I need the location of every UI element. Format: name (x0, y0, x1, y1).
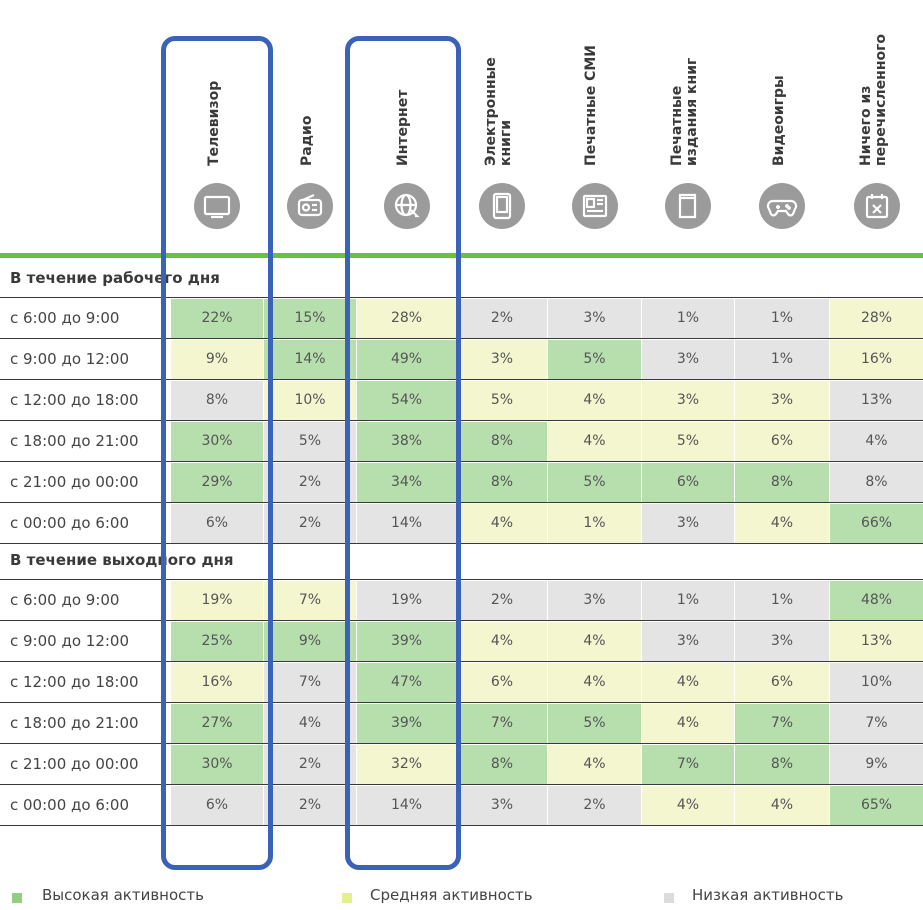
value-cell: 7% (264, 663, 356, 702)
value-cell: 14% (357, 786, 456, 825)
value-cell: 4% (457, 504, 547, 543)
value-cell: 9% (171, 340, 263, 379)
value-cell: 3% (548, 581, 641, 620)
value-cell: 4% (548, 663, 641, 702)
value-cell: 3% (735, 381, 829, 420)
value-cell: 7% (457, 704, 547, 743)
value-cell: 2% (264, 745, 356, 784)
value-cell: 2% (264, 504, 356, 543)
value-cell: 2% (264, 463, 356, 502)
table-row (0, 339, 923, 380)
value-cell: 1% (548, 504, 641, 543)
value-cell: 1% (735, 299, 829, 338)
value-cell: 4% (457, 622, 547, 661)
table-row (0, 462, 923, 503)
legend-label-medium: Средняя активность (370, 886, 533, 904)
legend-swatch-high (12, 893, 22, 903)
column-header-label: Интернет (395, 89, 411, 166)
value-cell: 19% (357, 581, 456, 620)
value-cell: 3% (642, 340, 734, 379)
row-label: с 9:00 до 12:00 (10, 632, 130, 650)
value-cell: 9% (264, 622, 356, 661)
value-cell: 28% (357, 299, 456, 338)
row-label: с 18:00 до 21:00 (10, 714, 139, 732)
value-cell: 4% (735, 786, 829, 825)
value-cell: 6% (171, 786, 263, 825)
value-cell: 3% (642, 381, 734, 420)
value-cell: 5% (548, 463, 641, 502)
value-cell: 4% (264, 704, 356, 743)
value-cell: 14% (357, 504, 456, 543)
table-row (0, 621, 923, 662)
row-label: с 21:00 до 00:00 (10, 755, 139, 773)
value-cell: 5% (457, 381, 547, 420)
value-cell: 2% (548, 786, 641, 825)
value-cell: 7% (830, 704, 923, 743)
value-cell: 1% (642, 581, 734, 620)
value-cell: 4% (548, 622, 641, 661)
table-row (0, 421, 923, 462)
value-cell: 13% (830, 622, 923, 661)
value-cell: 4% (548, 381, 641, 420)
value-cell: 48% (830, 581, 923, 620)
value-cell: 8% (457, 463, 547, 502)
value-cell: 15% (264, 299, 356, 338)
table-row (0, 580, 923, 621)
column-header (583, 44, 600, 166)
value-cell: 38% (357, 422, 456, 461)
value-cell: 5% (548, 340, 641, 379)
value-cell: 4% (735, 504, 829, 543)
value-cell: 9% (830, 745, 923, 784)
value-cell: 54% (357, 381, 456, 420)
gamepad-icon (759, 183, 805, 229)
row-label: с 6:00 до 9:00 (10, 591, 120, 609)
value-cell: 19% (171, 581, 263, 620)
value-cell: 3% (457, 340, 547, 379)
row-label: с 21:00 до 00:00 (10, 473, 139, 491)
value-cell: 4% (548, 745, 641, 784)
row-label: с 00:00 до 6:00 (10, 796, 130, 814)
value-cell: 29% (171, 463, 263, 502)
value-cell: 8% (830, 463, 923, 502)
column-header-label: Видеоигры (770, 75, 787, 166)
header-divider (0, 253, 923, 258)
value-cell: 3% (642, 622, 734, 661)
value-cell: 16% (830, 340, 923, 379)
legend-swatch-low (664, 893, 674, 903)
value-cell: 66% (830, 504, 923, 543)
table-row (0, 503, 923, 544)
value-cell: 3% (548, 299, 641, 338)
table-row (0, 785, 923, 826)
column-header-label: Печатные издания книг (669, 57, 700, 166)
value-cell: 47% (357, 663, 456, 702)
value-cell: 7% (735, 704, 829, 743)
value-cell: 5% (548, 704, 641, 743)
value-cell: 2% (457, 299, 547, 338)
value-cell: 39% (357, 704, 456, 743)
column-header (669, 57, 701, 166)
calendar-x-icon (854, 183, 900, 229)
value-cell: 10% (264, 381, 356, 420)
value-cell: 4% (642, 704, 734, 743)
value-cell: 6% (457, 663, 547, 702)
value-cell: 4% (642, 786, 734, 825)
value-cell: 14% (264, 340, 356, 379)
value-cell: 16% (171, 663, 263, 702)
table-row (0, 744, 923, 785)
value-cell: 6% (171, 504, 263, 543)
value-cell: 6% (735, 663, 829, 702)
column-header-label: Телевизор (205, 80, 222, 166)
column-header-label: Электронные книги (483, 57, 514, 166)
value-cell: 2% (457, 581, 547, 620)
value-cell: 6% (735, 422, 829, 461)
value-cell: 8% (457, 745, 547, 784)
tablet-icon (479, 183, 525, 229)
value-cell: 3% (735, 622, 829, 661)
row-label: с 9:00 до 12:00 (10, 350, 130, 368)
column-header (483, 57, 515, 166)
value-cell: 4% (830, 422, 923, 461)
value-cell: 25% (171, 622, 263, 661)
row-label: с 12:00 до 18:00 (10, 391, 139, 409)
value-cell: 5% (264, 422, 356, 461)
column-highlight (345, 36, 461, 870)
value-cell: 30% (171, 745, 263, 784)
table-row (0, 703, 923, 744)
column-header (857, 33, 890, 166)
value-cell: 8% (457, 422, 547, 461)
value-cell: 7% (264, 581, 356, 620)
row-label: с 18:00 до 21:00 (10, 432, 139, 450)
legend-label-high: Высокая активность (42, 886, 204, 904)
row-label: с 6:00 до 9:00 (10, 309, 120, 327)
column-header (770, 75, 788, 166)
value-cell: 1% (642, 299, 734, 338)
table-row (0, 380, 923, 421)
value-cell: 8% (171, 381, 263, 420)
radio-icon (287, 183, 333, 229)
row-label: с 00:00 до 6:00 (10, 514, 130, 532)
column-highlight (161, 36, 273, 870)
column-header-label: Радио (298, 115, 315, 166)
value-cell: 30% (171, 422, 263, 461)
value-cell: 10% (830, 663, 923, 702)
table-row (0, 662, 923, 703)
value-cell: 8% (735, 745, 829, 784)
column-header (298, 115, 316, 166)
table-row (0, 298, 923, 339)
value-cell: 4% (548, 422, 641, 461)
section-title: В течение выходного дня (10, 551, 234, 569)
value-cell: 3% (457, 786, 547, 825)
value-cell: 6% (642, 463, 734, 502)
section-title: В течение рабочего дня (10, 269, 220, 287)
legend-label-low: Низкая активность (692, 886, 844, 904)
value-cell: 1% (735, 340, 829, 379)
value-cell: 28% (830, 299, 923, 338)
column-header-label: Ничего из перечисленного (857, 33, 889, 166)
value-cell: 2% (264, 786, 356, 825)
value-cell: 5% (642, 422, 734, 461)
value-cell: 13% (830, 381, 923, 420)
value-cell: 27% (171, 704, 263, 743)
value-cell: 34% (357, 463, 456, 502)
value-cell: 8% (735, 463, 829, 502)
value-cell: 39% (357, 622, 456, 661)
legend-swatch-medium (342, 893, 352, 903)
row-label: с 12:00 до 18:00 (10, 673, 139, 691)
column-header-label: Печатные СМИ (583, 44, 599, 166)
newspaper-icon (572, 183, 618, 229)
value-cell: 49% (357, 340, 456, 379)
value-cell: 1% (735, 581, 829, 620)
book-icon (665, 183, 711, 229)
value-cell: 32% (357, 745, 456, 784)
value-cell: 3% (642, 504, 734, 543)
value-cell: 7% (642, 745, 734, 784)
value-cell: 22% (171, 299, 263, 338)
value-cell: 65% (830, 786, 923, 825)
value-cell: 4% (642, 663, 734, 702)
